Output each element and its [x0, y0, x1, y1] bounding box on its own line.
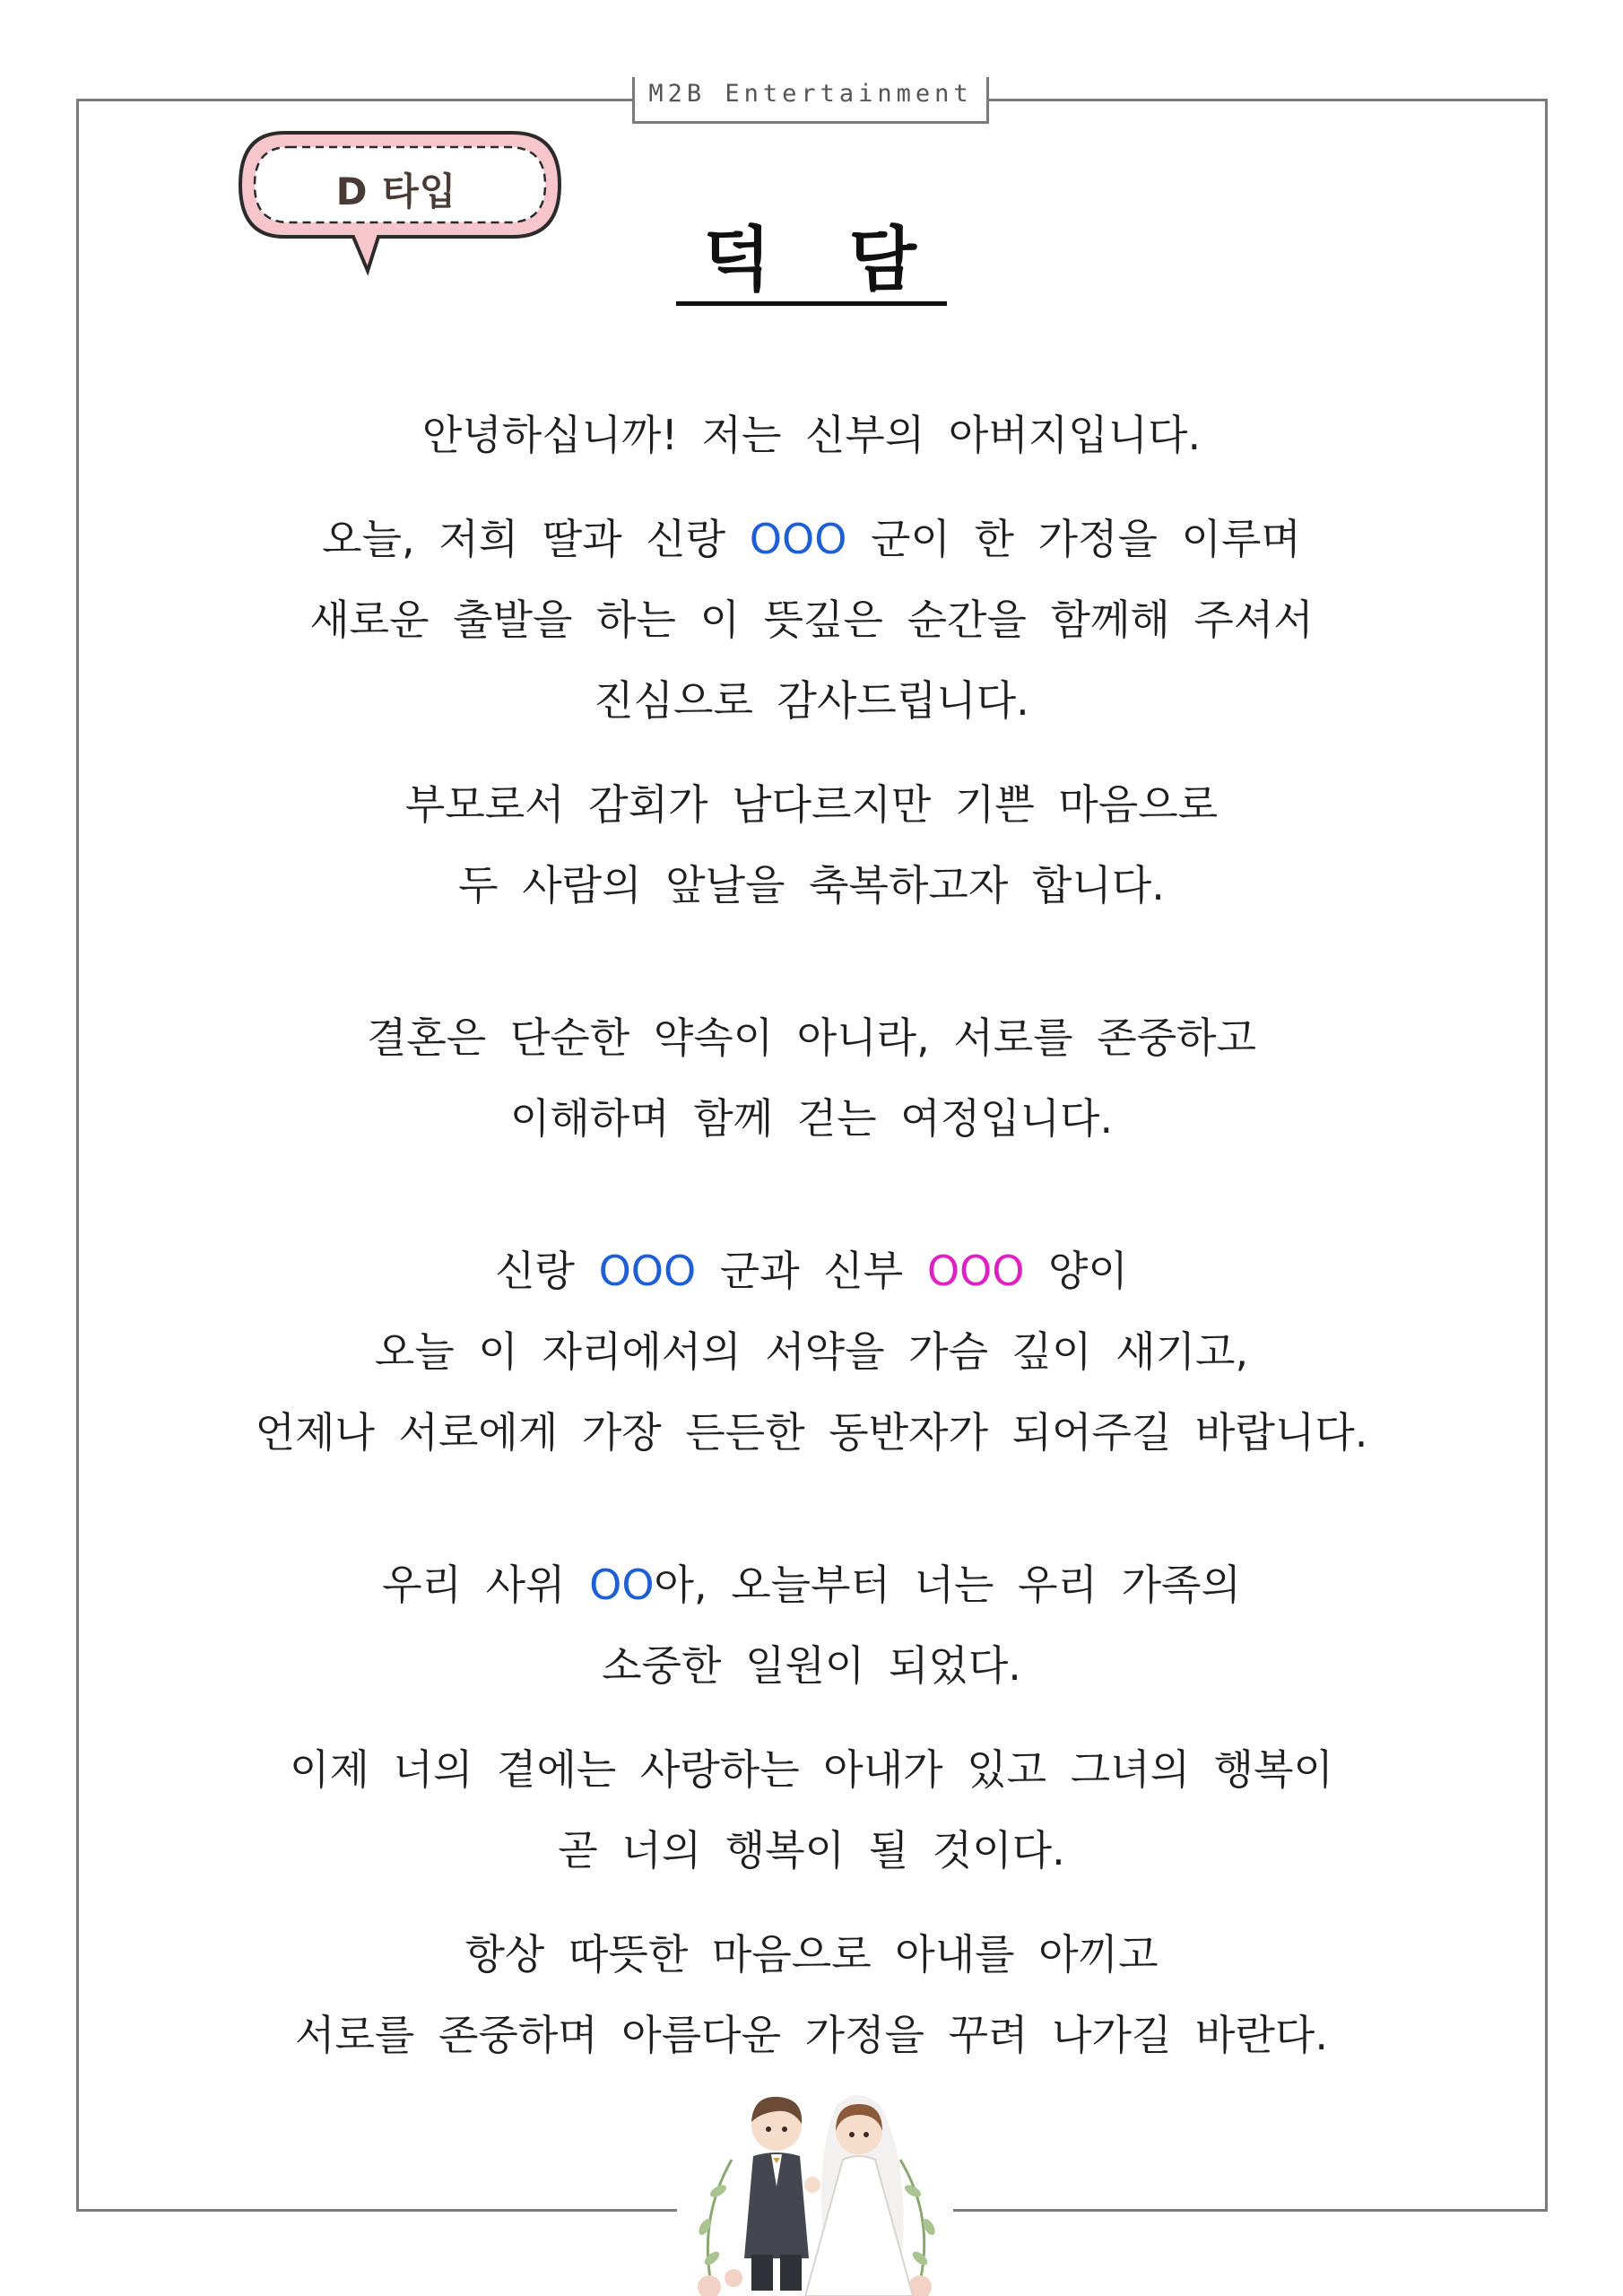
paragraph-gap: [0, 1159, 1623, 1231]
text-line: [0, 1810, 1623, 1891]
text-line: [0, 579, 1623, 660]
paragraph-gap: [0, 475, 1623, 499]
name-placeholder: OOO: [749, 515, 847, 563]
paragraph: [0, 1729, 1623, 1891]
text-segment: 부모로서 감회가 남다르지만 기쁜 마음으로: [404, 780, 1219, 829]
paragraph-gap: [0, 1473, 1623, 1544]
text-line: [0, 764, 1623, 845]
wedding-couple-illustration: [678, 2079, 952, 2296]
text-segment: 아, 오늘부터 너는 우리 가족의: [654, 1561, 1241, 1609]
text-segment: 이해하며 함께 걷는 여정입니다.: [509, 1094, 1114, 1143]
text-line: [0, 1231, 1623, 1311]
page-title: [0, 220, 1623, 306]
text-line: [0, 1311, 1623, 1392]
paragraph-gap: [0, 1891, 1623, 1914]
text-segment: 진심으로 감사드립니다.: [594, 676, 1029, 725]
text-segment: 곧 너의 행복이 될 것이다.: [558, 1826, 1065, 1874]
text-segment: 양이: [1024, 1247, 1128, 1295]
paragraph-gap: [0, 741, 1623, 764]
text-segment: 결혼은 단순한 약속이 아니라, 서로를 존중하고: [366, 1013, 1257, 1062]
text-segment: 우리 사위: [382, 1561, 590, 1609]
paragraph-gap: [0, 1706, 1623, 1729]
text-segment: 서로를 존중하며 아름다운 가정을 꾸려 나가길 바란다.: [295, 2011, 1328, 2059]
text-line: [0, 1392, 1623, 1473]
text-line: [0, 1625, 1623, 1706]
text-line: [0, 395, 1623, 475]
name-placeholder: OOO: [926, 1247, 1025, 1295]
text-segment: 소중한 일원이 되었다.: [602, 1641, 1021, 1690]
text-line: [0, 1078, 1623, 1159]
text-line: [0, 1995, 1623, 2075]
paragraph: [0, 764, 1623, 926]
paragraph: [0, 499, 1623, 741]
text-segment: 항상 따뜻한 마음으로 아내를 아끼고: [464, 1930, 1159, 1979]
frame-bottom-border: [76, 2209, 677, 2212]
text-line: [0, 1544, 1623, 1625]
text-segment: 오늘, 저희 딸과 신랑: [322, 515, 750, 563]
paragraph: [0, 395, 1623, 475]
page-title-text: 덕 담: [676, 224, 947, 306]
text-segment: 두 사람의 앞날을 축복하고자 합니다.: [458, 861, 1165, 909]
text-segment: 신랑: [495, 1247, 599, 1295]
name-placeholder: OO: [589, 1561, 655, 1609]
type-badge-label: D 타입: [335, 170, 457, 213]
text-line: [0, 845, 1623, 926]
text-segment: 언제나 서로에게 가장 든든한 동반자가 되어주길 바랍니다.: [255, 1408, 1368, 1457]
text-segment: 군이 한 가정을 이루며: [846, 515, 1301, 563]
paragraph-gap: [0, 926, 1623, 997]
paragraph: [0, 997, 1623, 1159]
paragraph: [0, 1914, 1623, 2075]
frame-bottom-border: [953, 2209, 1548, 2212]
text-segment: 이제 너의 곁에는 사랑하는 아내가 있고 그녀의 행복이: [290, 1745, 1333, 1794]
text-line: [0, 499, 1623, 579]
text-line: [0, 1914, 1623, 1995]
frame-top-border: [989, 99, 1548, 101]
paragraph: [0, 1544, 1623, 1706]
text-line: [0, 660, 1623, 741]
paragraph: [0, 1231, 1623, 1473]
brand-tab: [632, 77, 989, 124]
frame-top-border: [76, 99, 632, 101]
text-segment: 안녕하십니까! 저는 신부의 아버지입니다.: [421, 411, 1202, 459]
speech-body: [0, 395, 1623, 2075]
text-line: [0, 997, 1623, 1078]
name-placeholder: OOO: [598, 1247, 697, 1295]
text-segment: 오늘 이 자리에서의 서약을 가슴 깊이 새기고,: [374, 1327, 1249, 1376]
brand-name: M2B Entertainment: [648, 80, 973, 108]
text-segment: 군과 신부: [696, 1247, 927, 1295]
text-line: [0, 1729, 1623, 1810]
text-segment: 새로운 출발을 하는 이 뜻깊은 순간을 함께해 주셔서: [309, 596, 1314, 644]
